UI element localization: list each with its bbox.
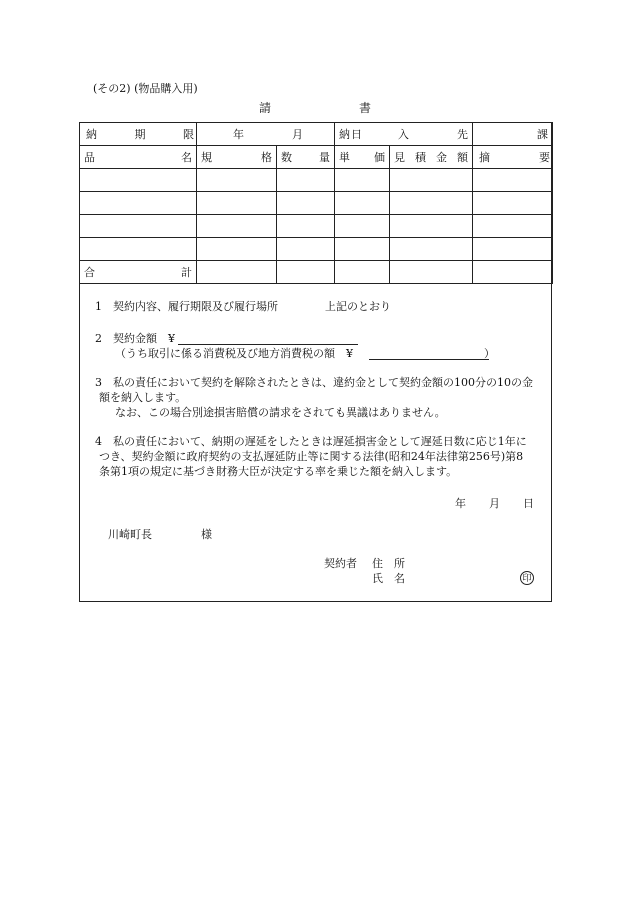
address-label: 住 所 xyxy=(372,557,405,570)
addressee: 川崎町長 xyxy=(108,528,152,541)
title-char-1: 請 xyxy=(259,101,272,115)
col-quantity: 数 量 xyxy=(277,146,335,169)
sign-date-month: 月 xyxy=(489,497,500,510)
clause-4-line-2: つき、契約金額に政府契約の支払遅延防止等に関する法律(昭和24年法律第256号)第8 xyxy=(99,450,524,463)
delivery-deadline-label: 納 期 限 xyxy=(80,123,197,146)
clause-2: 2 契約金額 ¥ xyxy=(95,332,175,345)
sign-date-year: 年 xyxy=(455,497,466,510)
clause-1: 1 契約内容、履行期限及び履行場所 xyxy=(95,300,278,313)
col-item-name: 品 名 xyxy=(80,146,197,169)
department-suffix: 課 xyxy=(537,128,548,141)
items-table xyxy=(79,122,553,284)
seal-icon: 印 xyxy=(520,571,534,585)
sign-date-day: 日 xyxy=(523,497,534,510)
clause-3-line-3: なお、この場合別途損害賠償の請求をされても異議はありません。 xyxy=(115,406,446,419)
delivery-date-cell[interactable]: 年 月 日 xyxy=(197,123,335,146)
clause-4-line-1: 4 私の責任において、納期の遅延をしたときは遅延損害金として遅延日数に応じ1年に xyxy=(95,435,527,448)
delivery-row xyxy=(80,123,553,146)
column-header-row xyxy=(80,146,553,169)
table-row xyxy=(80,169,553,192)
tax-amount-line[interactable] xyxy=(369,359,489,360)
total-label: 合 計 xyxy=(80,261,197,284)
table-row xyxy=(80,215,553,238)
name-label: 氏 名 xyxy=(372,572,405,585)
clause-2-tax-close: ） xyxy=(484,347,495,360)
table-row xyxy=(80,238,553,261)
table-row xyxy=(80,192,553,215)
clause-1-value: 上記のとおり xyxy=(325,300,391,313)
delivery-place-cell[interactable] xyxy=(473,123,553,146)
clause-3-line-2: 額を納入します。 xyxy=(99,391,187,404)
title-char-2: 書 xyxy=(359,101,372,115)
delivery-place-label: 納 入 先 xyxy=(335,123,473,146)
col-estimate: 見 積 金 額 xyxy=(390,146,473,169)
form-subtitle: (その2) (物品購入用) xyxy=(93,82,198,95)
contractor-label: 契約者 xyxy=(324,557,357,570)
col-unit-price: 単 価 xyxy=(335,146,390,169)
contract-amount-line[interactable] xyxy=(178,344,358,345)
col-remarks: 摘 要 xyxy=(473,146,553,169)
total-row xyxy=(80,261,553,284)
clause-3-line-1: 3 私の責任において契約を解除されたときは、違約金として契約金額の100分の10の金 xyxy=(95,376,533,389)
addressee-honorific: 様 xyxy=(201,528,212,541)
col-spec: 規 格 xyxy=(197,146,277,169)
clause-4-line-3: 条第1項の規定に基づき財務大臣が決定する率を乗じた額を納入します。 xyxy=(99,465,458,478)
clause-2-tax: （うち取引に係る消費税及び地方消費税の額 ¥ xyxy=(115,347,353,360)
